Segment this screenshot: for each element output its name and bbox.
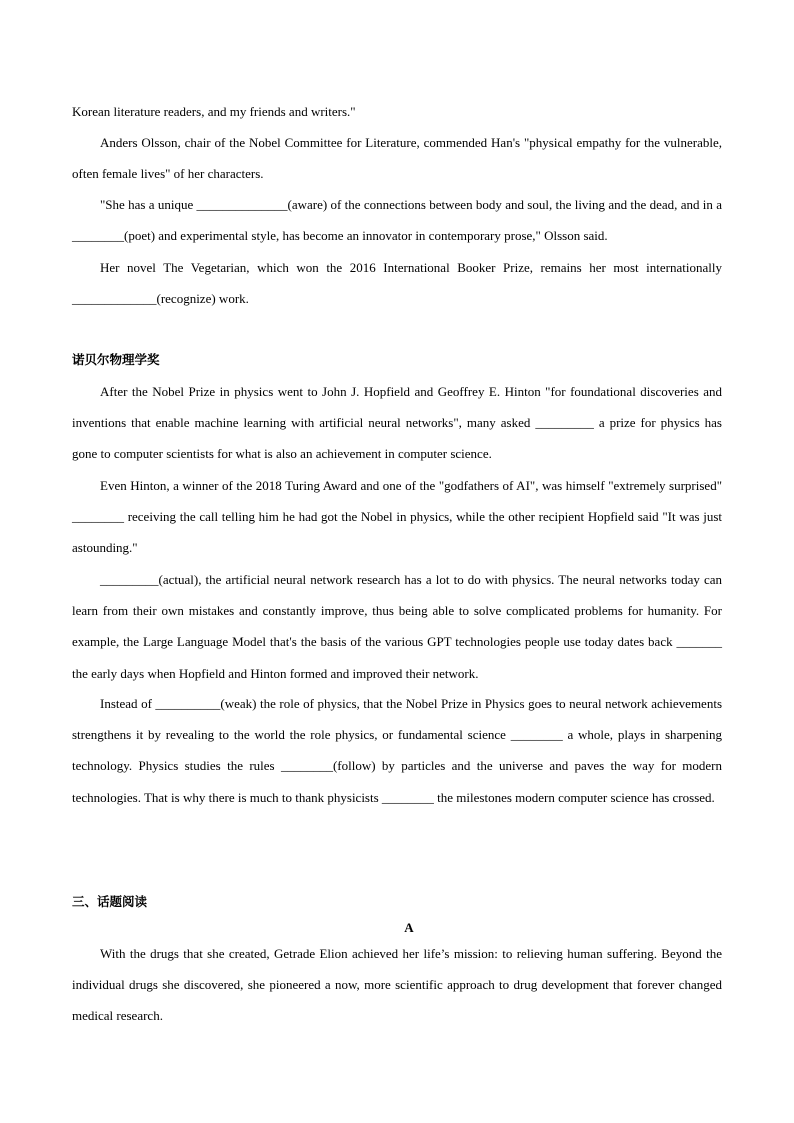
paragraph-hinton-surprised: Even Hinton, a winner of the 2018 Turing Award and one of the "godfathers of AI", was himself "extremely surprised" ________ receiving the call telling him he had got the Nobel in physics, while the other recipient Hopfield said "It was just astounding." [72, 478, 722, 556]
paragraph-elion: With the drugs that she created, Getrade Elion achieved her life’s mission: to relieving human suffering. Beyond the individual drugs she discovered, she pioneered a now, more scientific approach to drug development that forever changed medical research. [72, 946, 722, 1024]
heading-nobel-physics: 诺贝尔物理学奖 [72, 352, 160, 367]
paragraph-role-of-physics: Instead of __________(weak) the role of physics, that the Nobel Prize in Physics goes to neural network achievements strengthens it by revealing to the world the role physics, or fundamental science ________ a whole, plays in sharpening technology. Physics studies the rules ________(follow) by particles and the universe and paves the way for modern technologies. That is why there is much to thank physicists ________ the milestones modern computer science has crossed. [72, 696, 722, 805]
paragraph-korean-readers: Korean literature readers, and my friends and writers." [72, 104, 356, 119]
paragraph-olsson-said: "She has a unique ______________(aware) of the connections between body and soul, the living and the dead, and in a ________(poet) and experimental style, has become an innovator in contemporary prose," Olsson said. [72, 197, 722, 244]
paragraph-olsson-commended: Anders Olsson, chair of the Nobel Committee for Literature, commended Han's "physical empathy for the vulnerable, often female lives" of her characters. [72, 135, 722, 182]
paragraph-vegetarian: Her novel The Vegetarian, which won the 2016 International Booker Prize, remains her most internationally _____________(recognize) work. [72, 260, 722, 307]
paragraph-neural-networks: _________(actual), the artificial neural network research has a lot to do with physics. The neural networks today can learn from their own mistakes and constantly improve, thus being able to solve complicated problems for humanity. For example, the Large Language Model that's the basis of the various GPT technologies people use today dates back _______ the early days when Hopfield and Hinton formed and improved their network. [72, 572, 722, 681]
heading-topic-reading: 三、话题阅读 [72, 894, 148, 909]
paragraph-hopfield-hinton: After the Nobel Prize in physics went to John J. Hopfield and Geoffrey E. Hinton "for foundational discoveries and inventions that enable machine learning with artificial neural networks", many asked _________ a prize for physics has gone to computer scientists for what is also an achievement in computer science. [72, 384, 722, 462]
passage-title: A [404, 920, 414, 935]
